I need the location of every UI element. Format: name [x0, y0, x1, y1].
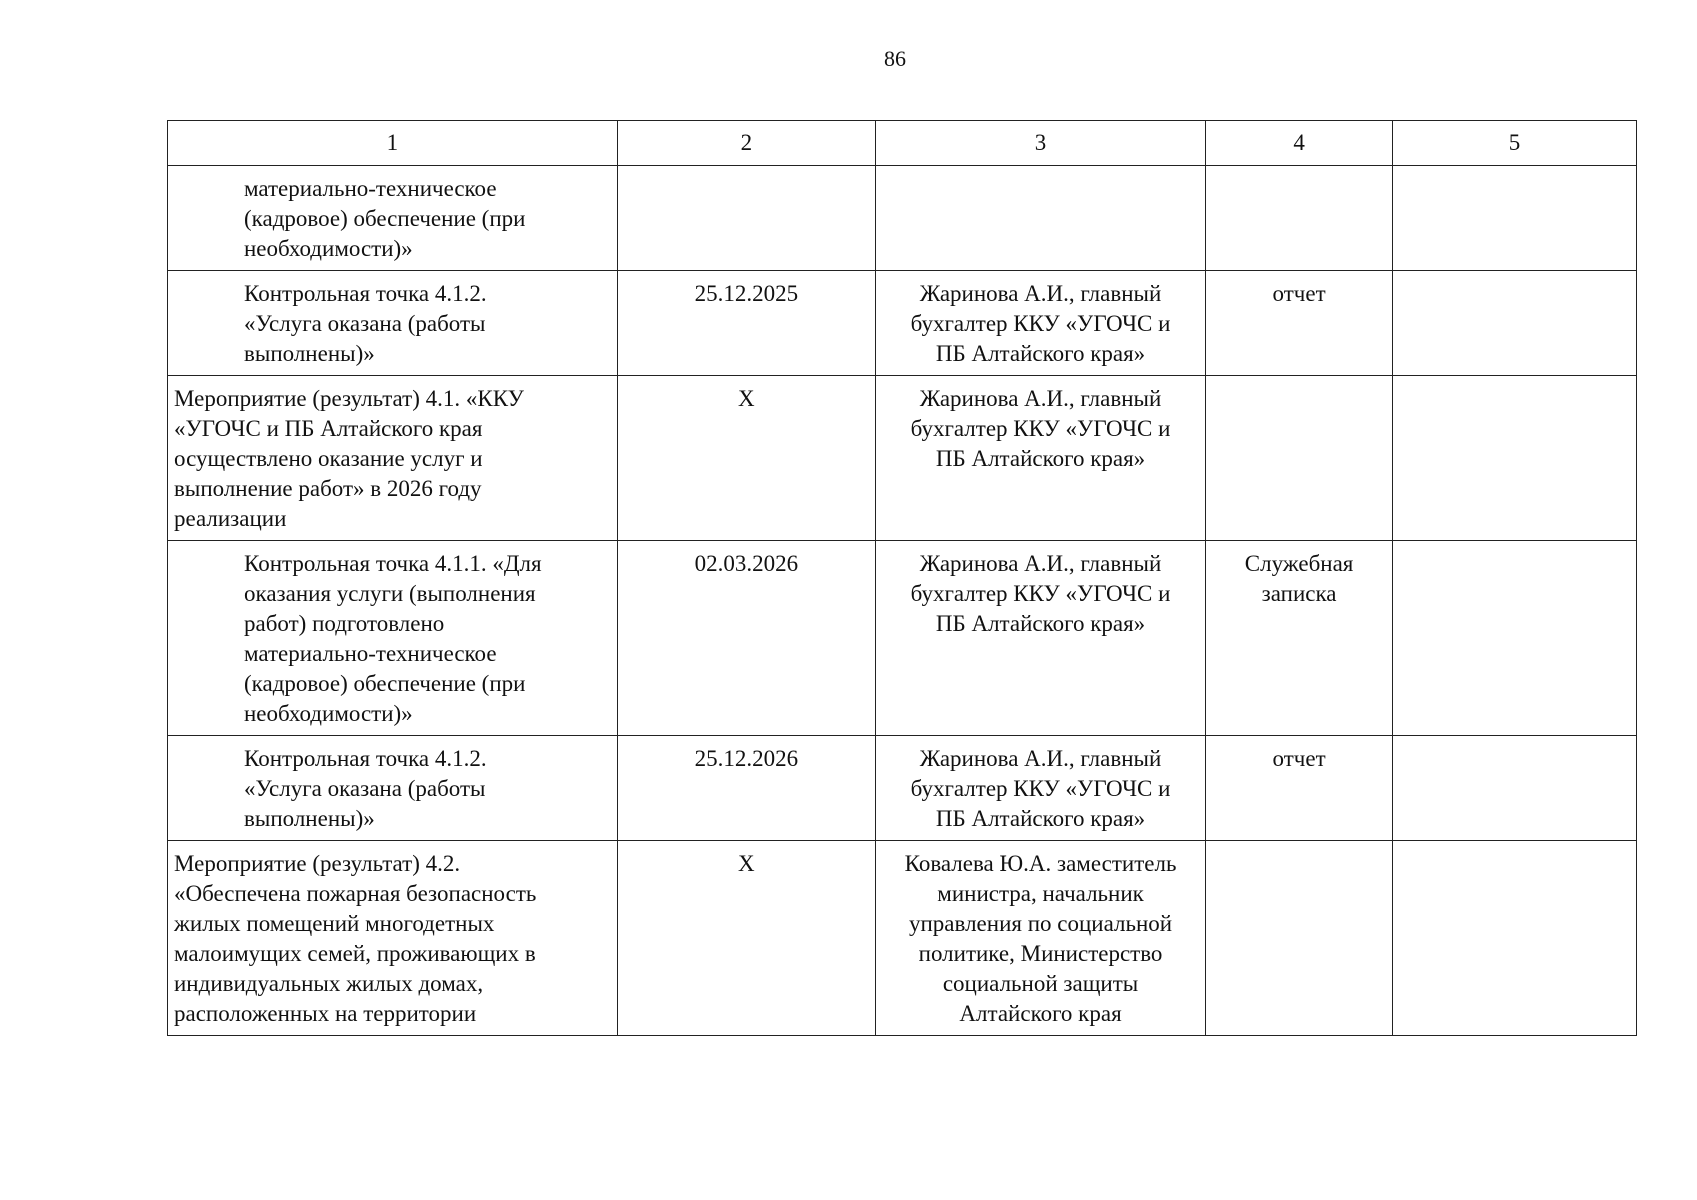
row-col5-cell	[1392, 841, 1636, 1036]
row-name-cell: Мероприятие (результат) 4.1. «ККУ «УГОЧС и ПБ Алтайского края осуществлено оказание услуг и выполнение работ» в 2026 году реализации	[168, 376, 618, 541]
plan-table	[167, 120, 1637, 1036]
header-col-1: 1	[168, 121, 618, 166]
table-row	[168, 166, 1637, 271]
row-document-cell: отчет	[1206, 271, 1393, 376]
row-responsible-cell: Жаринова А.И., главный бухгалтер ККУ «УГОЧС и ПБ Алтайского края»	[875, 376, 1205, 541]
header-col-5: 5	[1392, 121, 1636, 166]
table-row	[168, 271, 1637, 376]
table-header-row	[168, 121, 1637, 166]
table-row	[168, 541, 1637, 736]
row-col5-cell	[1392, 166, 1636, 271]
row-name-cell: Контрольная точка 4.1.1. «Для оказания услуги (выполнения работ) подготовлено материально-техническое (кадровое) обеспечение (при необходимости)»	[168, 541, 618, 736]
row-document-cell: отчет	[1206, 736, 1393, 841]
row-responsible-cell: Жаринова А.И., главный бухгалтер ККУ «УГОЧС и ПБ Алтайского края»	[875, 736, 1205, 841]
header-col-2: 2	[617, 121, 875, 166]
row-name-cell: Мероприятие (результат) 4.2. «Обеспечена пожарная безопасность жилых помещений многодетных малоимущих семей, проживающих в индивидуальных жилых домах, расположенных на территории	[168, 841, 618, 1036]
row-col5-cell	[1392, 376, 1636, 541]
table-row	[168, 841, 1637, 1036]
row-document-cell	[1206, 376, 1393, 541]
row-name-cell: Контрольная точка 4.1.2. «Услуга оказана (работы выполнены)»	[168, 271, 618, 376]
row-col5-cell	[1392, 541, 1636, 736]
row-date-cell: Х	[617, 841, 875, 1036]
row-date-cell: Х	[617, 376, 875, 541]
header-col-3: 3	[875, 121, 1205, 166]
row-date-cell	[617, 166, 875, 271]
row-date-cell: 25.12.2026	[617, 736, 875, 841]
table-row	[168, 736, 1637, 841]
row-document-cell	[1206, 841, 1393, 1036]
row-date-cell: 25.12.2025	[617, 271, 875, 376]
row-name-cell: материально-техническое (кадровое) обеспечение (при необходимости)»	[168, 166, 618, 271]
row-responsible-cell: Жаринова А.И., главный бухгалтер ККУ «УГОЧС и ПБ Алтайского края»	[875, 271, 1205, 376]
row-document-cell: Служебная записка	[1206, 541, 1393, 736]
page-number: 86	[884, 46, 906, 71]
row-responsible-cell	[875, 166, 1205, 271]
row-col5-cell	[1392, 736, 1636, 841]
header-col-4: 4	[1206, 121, 1393, 166]
row-responsible-cell: Жаринова А.И., главный бухгалтер ККУ «УГОЧС и ПБ Алтайского края»	[875, 541, 1205, 736]
row-date-cell: 02.03.2026	[617, 541, 875, 736]
row-responsible-cell: Ковалева Ю.А. заместитель министра, начальник управления по социальной политике, Министерство социальной защиты Алтайского края	[875, 841, 1205, 1036]
row-col5-cell	[1392, 271, 1636, 376]
row-document-cell	[1206, 166, 1393, 271]
row-name-cell: Контрольная точка 4.1.2. «Услуга оказана (работы выполнены)»	[168, 736, 618, 841]
table-row	[168, 376, 1637, 541]
